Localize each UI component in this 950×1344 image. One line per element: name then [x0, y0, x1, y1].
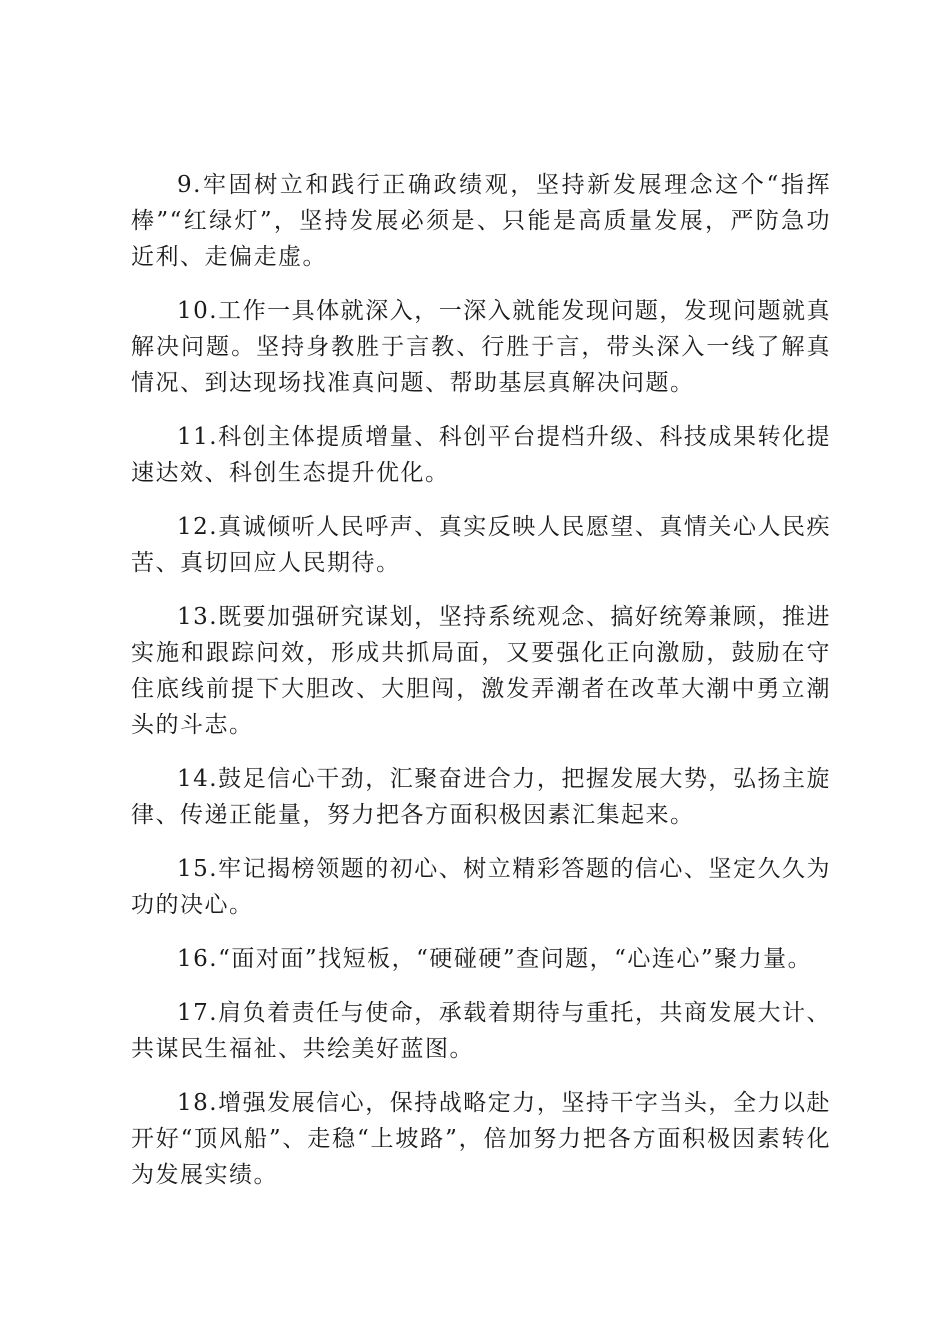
paragraph-12: 12.真诚倾听人民呼声、真实反映人民愿望、真情关心人民疾苦、真切回应人民期待。: [131, 514, 831, 576]
paragraph-17: 17.肩负着责任与使命，承载着期待与重托，共商发展大计、共谋民生福祉、共绘美好蓝图。: [131, 1000, 831, 1062]
document-page: [131, 167, 831, 1211]
paragraph-18: 18.增强发展信心，保持战略定力，坚持干字当头，全力以赴开好“顶风船”、走稳“上坡路”，倍加努力把各方面积极因素转化为发展实绩。: [131, 1090, 831, 1188]
paragraph-11: 11.科创主体提质增量、科创平台提档升级、科技成果转化提速达效、科创生态提升优化。: [131, 424, 831, 486]
paragraph-13: 13.既要加强研究谋划，坚持系统观念、搞好统筹兼顾，推进实施和跟踪问效，形成共抓局面，又要强化正向激励，鼓励在守住底线前提下大胆改、大胆闯，激发弄潮者在改革大潮中勇立潮头的斗志。: [131, 604, 831, 738]
paragraph-16: 16.“面对面”找短板，“硬碰硬”查问题，“心连心”聚力量。: [177, 946, 813, 972]
paragraph-10: 10.工作一具体就深入，一深入就能发现问题，发现问题就真解决问题。坚持身教胜于言教、行胜于言，带头深入一线了解真情况、到达现场找准真问题、帮助基层真解决问题。: [131, 298, 831, 396]
paragraph-14: 14.鼓足信心干劲，汇聚奋进合力，把握发展大势，弘扬主旋律、传递正能量，努力把各方面积极因素汇集起来。: [131, 766, 831, 828]
paragraph-15: 15.牢记揭榜领题的初心、树立精彩答题的信心、坚定久久为功的决心。: [131, 856, 831, 918]
paragraph-9: 9.牢固树立和践行正确政绩观，坚持新发展理念这个“指挥棒”“红绿灯”，坚持发展必须是、只能是高质量发展，严防急功近利、走偏走虚。: [131, 172, 831, 270]
